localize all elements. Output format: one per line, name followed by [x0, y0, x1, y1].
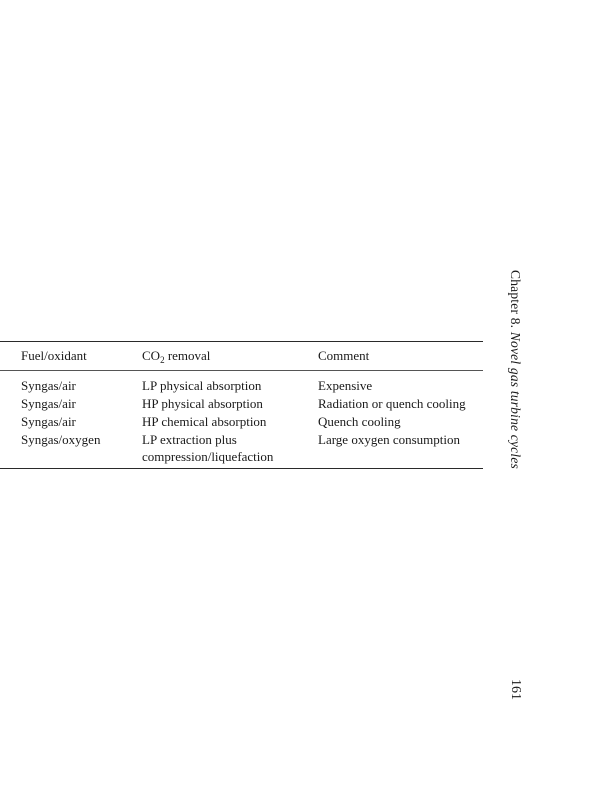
running-head: [507, 270, 523, 469]
header-co2-suffix: removal: [164, 348, 211, 363]
header-fuel: Fuel/oxidant: [21, 348, 87, 363]
cell-removal-line2: compression/liquefaction: [142, 449, 274, 464]
page-number: 161: [508, 679, 523, 700]
cell-fuel: Syngas/air: [21, 396, 76, 411]
cell-removal: LP physical absorption: [142, 378, 262, 393]
cell-removal: HP chemical absorption: [142, 414, 267, 429]
cell-fuel: Syngas/oxygen: [21, 432, 101, 447]
cell-comment: Expensive: [318, 378, 373, 393]
header-co2-subscript: 2: [160, 355, 165, 365]
cell-comment: Radiation or quench cooling: [318, 396, 466, 411]
running-head-title: Novel gas turbine cycles: [508, 331, 523, 469]
cell-removal: HP physical absorption: [142, 396, 263, 411]
header-co2-removal: [142, 347, 210, 364]
table-header-rule: [0, 370, 483, 371]
header-comment: Comment: [318, 348, 370, 363]
header-co2-prefix: CO: [142, 348, 161, 363]
cell-comment: Large oxygen consumption: [318, 432, 461, 447]
running-head-chapter: Chapter 8.: [508, 270, 523, 329]
cell-comment: Quench cooling: [318, 414, 401, 429]
table-bottom-rule: [0, 468, 483, 469]
table-top-rule: [0, 341, 483, 342]
cell-removal: LP extraction plus: [142, 432, 237, 447]
cell-fuel: Syngas/air: [21, 378, 76, 393]
cell-fuel: Syngas/air: [21, 414, 76, 429]
